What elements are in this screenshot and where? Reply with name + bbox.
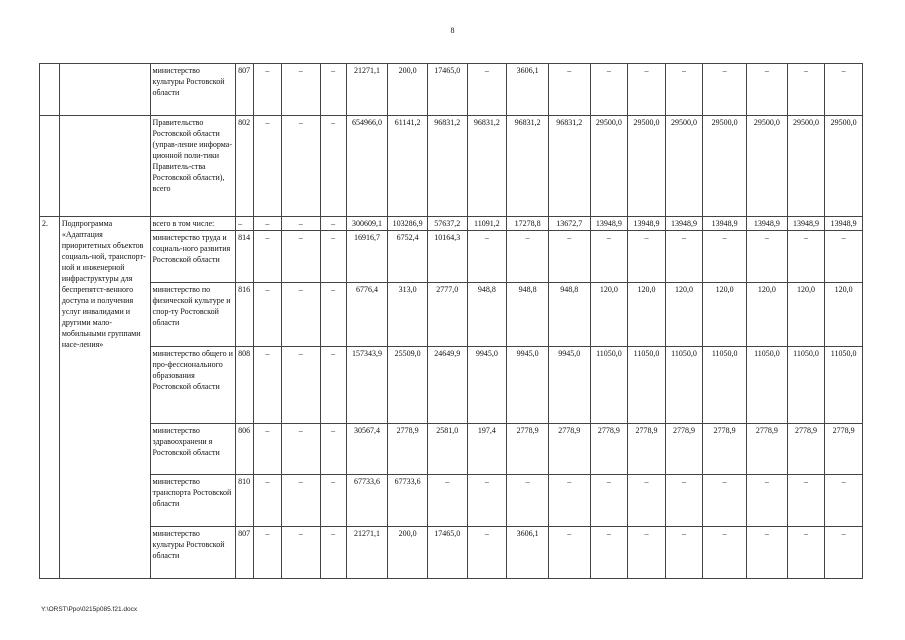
- year-value-cell: 3606,1: [507, 64, 549, 116]
- executor-cell: министерство транспорта Ростовской области: [150, 475, 236, 527]
- row-number-cell: 2.: [40, 217, 60, 579]
- classification-cell: –: [320, 424, 346, 475]
- executor-cell: министерство труда и социаль-ного развития Ростовской области: [150, 231, 236, 283]
- classification-cell: –: [281, 217, 320, 231]
- year-value-cell: 9945,0: [507, 347, 549, 424]
- year-value-cell: 120,0: [665, 283, 703, 347]
- total-value-cell: 30567,4: [346, 424, 388, 475]
- table-row: [40, 347, 863, 424]
- year-value-cell: 9945,0: [548, 347, 590, 424]
- classification-cell: –: [253, 116, 281, 217]
- year-value-cell: –: [590, 64, 628, 116]
- classification-cell: –: [320, 475, 346, 527]
- year-value-cell: –: [787, 231, 825, 283]
- year-value-cell: –: [665, 475, 703, 527]
- year-value-cell: 17278,8: [507, 217, 549, 231]
- year-value-cell: 29500,0: [787, 116, 825, 217]
- executor-cell: министерство общего и про-фессионального образования Ростовской области: [150, 347, 236, 424]
- classification-cell: –: [253, 424, 281, 475]
- year-value-cell: 120,0: [787, 283, 825, 347]
- file-path-footer: Y:\ORST\Ppo\0215p085.f21.docx: [41, 606, 138, 613]
- total-value-cell: 67733,6: [346, 475, 388, 527]
- year-value-cell: 200,0: [388, 64, 428, 116]
- budget-code-cell: 806: [236, 424, 254, 475]
- year-value-cell: 2778,9: [507, 424, 549, 475]
- classification-cell: –: [320, 283, 346, 347]
- year-value-cell: 29500,0: [590, 116, 628, 217]
- classification-cell: –: [281, 64, 320, 116]
- year-value-cell: 13948,9: [747, 217, 788, 231]
- year-value-cell: –: [787, 475, 825, 527]
- table-row: [40, 424, 863, 475]
- year-value-cell: –: [703, 475, 747, 527]
- year-value-cell: 29500,0: [825, 116, 863, 217]
- year-value-cell: –: [467, 64, 507, 116]
- year-value-cell: 96831,2: [427, 116, 467, 217]
- year-value-cell: 11050,0: [825, 347, 863, 424]
- year-value-cell: 2778,9: [825, 424, 863, 475]
- year-value-cell: –: [703, 231, 747, 283]
- year-value-cell: –: [787, 527, 825, 579]
- year-value-cell: 13948,9: [787, 217, 825, 231]
- total-value-cell: 654966,0: [346, 116, 388, 217]
- year-value-cell: –: [665, 527, 703, 579]
- budget-code-cell: 816: [236, 283, 254, 347]
- year-value-cell: 2778,9: [628, 424, 666, 475]
- row-number-cell: [40, 116, 60, 217]
- year-value-cell: 2778,9: [388, 424, 428, 475]
- program-name-cell: Подпрограмма «Адаптация приоритетных объектов социаль-ной, транспорт-ной и инженерной инфраструктуры для беспрепятст-венного доступа и получения услуг инвалидами и другими мало-мобильными группами насе-ления»: [59, 217, 150, 579]
- table-row: [40, 283, 863, 347]
- year-value-cell: –: [628, 475, 666, 527]
- year-value-cell: 2778,9: [787, 424, 825, 475]
- classification-cell: –: [281, 231, 320, 283]
- year-value-cell: 2778,9: [703, 424, 747, 475]
- row-number-cell: [40, 64, 60, 116]
- classification-cell: –: [320, 347, 346, 424]
- classification-cell: –: [253, 527, 281, 579]
- table-row: [40, 475, 863, 527]
- executor-cell: министерство культуры Ростовской области: [150, 64, 236, 116]
- year-value-cell: 948,8: [467, 283, 507, 347]
- classification-cell: –: [281, 475, 320, 527]
- year-value-cell: 313,0: [388, 283, 428, 347]
- year-value-cell: 13948,9: [628, 217, 666, 231]
- classification-cell: –: [253, 231, 281, 283]
- executor-cell: министерство культуры Ростовской области: [150, 527, 236, 579]
- year-value-cell: 24649,9: [427, 347, 467, 424]
- year-value-cell: –: [628, 64, 666, 116]
- table-row: [40, 64, 863, 116]
- table-row: [40, 217, 863, 231]
- classification-cell: –: [320, 217, 346, 231]
- year-value-cell: 11050,0: [665, 347, 703, 424]
- budget-code-cell: 802: [236, 116, 254, 217]
- year-value-cell: 11050,0: [703, 347, 747, 424]
- table-row: [40, 116, 863, 217]
- year-value-cell: –: [825, 475, 863, 527]
- year-value-cell: 96831,2: [467, 116, 507, 217]
- year-value-cell: –: [747, 475, 788, 527]
- year-value-cell: 25509,0: [388, 347, 428, 424]
- year-value-cell: 29500,0: [665, 116, 703, 217]
- year-value-cell: 6752,4: [388, 231, 428, 283]
- year-value-cell: –: [507, 475, 549, 527]
- year-value-cell: 2777,0: [427, 283, 467, 347]
- year-value-cell: 29500,0: [628, 116, 666, 217]
- classification-cell: –: [253, 64, 281, 116]
- year-value-cell: –: [747, 64, 788, 116]
- year-value-cell: 120,0: [628, 283, 666, 347]
- year-value-cell: 200,0: [388, 527, 428, 579]
- year-value-cell: 29500,0: [747, 116, 788, 217]
- total-value-cell: 300609,1: [346, 217, 388, 231]
- year-value-cell: 13948,9: [703, 217, 747, 231]
- year-value-cell: 11050,0: [628, 347, 666, 424]
- executor-cell: министерство здравоохранени я Ростовской области: [150, 424, 236, 475]
- year-value-cell: –: [548, 527, 590, 579]
- classification-cell: –: [253, 283, 281, 347]
- budget-code-cell: 810: [236, 475, 254, 527]
- year-value-cell: –: [548, 231, 590, 283]
- year-value-cell: 2778,9: [548, 424, 590, 475]
- year-value-cell: –: [825, 231, 863, 283]
- year-value-cell: 197,4: [467, 424, 507, 475]
- classification-cell: –: [281, 527, 320, 579]
- table-row: [40, 527, 863, 579]
- classification-cell: –: [253, 217, 281, 231]
- budget-code-cell: 807: [236, 64, 254, 116]
- year-value-cell: 67733,6: [388, 475, 428, 527]
- year-value-cell: –: [467, 527, 507, 579]
- year-value-cell: –: [548, 64, 590, 116]
- year-value-cell: 57637,2: [427, 217, 467, 231]
- year-value-cell: 11050,0: [747, 347, 788, 424]
- program-name-cell: [59, 116, 150, 217]
- year-value-cell: 13948,9: [665, 217, 703, 231]
- classification-cell: –: [320, 116, 346, 217]
- year-value-cell: 120,0: [825, 283, 863, 347]
- year-value-cell: 11050,0: [590, 347, 628, 424]
- executor-cell: министерство по физической культуре и спор-ту Ростовской области: [150, 283, 236, 347]
- year-value-cell: –: [825, 527, 863, 579]
- budget-table: [39, 63, 863, 579]
- year-value-cell: 2581,0: [427, 424, 467, 475]
- year-value-cell: –: [628, 527, 666, 579]
- total-value-cell: 21271,1: [346, 527, 388, 579]
- year-value-cell: 3606,1: [507, 527, 549, 579]
- classification-cell: –: [281, 116, 320, 217]
- year-value-cell: –: [590, 527, 628, 579]
- year-value-cell: –: [628, 231, 666, 283]
- year-value-cell: 13672,7: [548, 217, 590, 231]
- budget-code-cell: 808: [236, 347, 254, 424]
- year-value-cell: –: [703, 64, 747, 116]
- year-value-cell: 96831,2: [548, 116, 590, 217]
- year-value-cell: –: [747, 231, 788, 283]
- year-value-cell: 11050,0: [787, 347, 825, 424]
- total-value-cell: 16916,7: [346, 231, 388, 283]
- year-value-cell: 13948,9: [825, 217, 863, 231]
- year-value-cell: 2778,9: [665, 424, 703, 475]
- year-value-cell: –: [665, 231, 703, 283]
- year-value-cell: 13948,9: [590, 217, 628, 231]
- year-value-cell: 29500,0: [703, 116, 747, 217]
- year-value-cell: 61141,2: [388, 116, 428, 217]
- classification-cell: –: [253, 347, 281, 424]
- budget-code-cell: –: [236, 217, 254, 231]
- total-value-cell: 6776,4: [346, 283, 388, 347]
- classification-cell: –: [320, 231, 346, 283]
- page-number: 8: [450, 26, 455, 35]
- year-value-cell: –: [427, 475, 467, 527]
- year-value-cell: –: [825, 64, 863, 116]
- year-value-cell: –: [590, 231, 628, 283]
- year-value-cell: –: [467, 231, 507, 283]
- classification-cell: –: [281, 424, 320, 475]
- budget-code-cell: 814: [236, 231, 254, 283]
- budget-table-container: [39, 63, 863, 579]
- year-value-cell: –: [787, 64, 825, 116]
- year-value-cell: 96831,2: [507, 116, 549, 217]
- year-value-cell: 120,0: [703, 283, 747, 347]
- year-value-cell: –: [703, 527, 747, 579]
- year-value-cell: –: [467, 475, 507, 527]
- year-value-cell: 17465,0: [427, 527, 467, 579]
- classification-cell: –: [320, 527, 346, 579]
- year-value-cell: –: [590, 475, 628, 527]
- program-name-cell: [59, 64, 150, 116]
- year-value-cell: 948,8: [548, 283, 590, 347]
- year-value-cell: 10164,3: [427, 231, 467, 283]
- year-value-cell: –: [665, 64, 703, 116]
- year-value-cell: 103286,9: [388, 217, 428, 231]
- executor-cell: Правительство Ростовской области (управ-ление информа-ционной поли-тики Правитель-ства Ростовской области), всего: [150, 116, 236, 217]
- year-value-cell: 2778,9: [590, 424, 628, 475]
- classification-cell: –: [320, 64, 346, 116]
- year-value-cell: –: [507, 231, 549, 283]
- year-value-cell: –: [548, 475, 590, 527]
- total-value-cell: 157343,9: [346, 347, 388, 424]
- year-value-cell: 11091,2: [467, 217, 507, 231]
- year-value-cell: 17465,0: [427, 64, 467, 116]
- year-value-cell: 9945,0: [467, 347, 507, 424]
- year-value-cell: 2778,9: [747, 424, 788, 475]
- budget-code-cell: 807: [236, 527, 254, 579]
- year-value-cell: 948,8: [507, 283, 549, 347]
- year-value-cell: 120,0: [747, 283, 788, 347]
- table-body: [40, 64, 863, 579]
- total-value-cell: 21271,1: [346, 64, 388, 116]
- executor-cell: всего в том числе:: [150, 217, 236, 231]
- year-value-cell: –: [747, 527, 788, 579]
- table-row: [40, 231, 863, 283]
- classification-cell: –: [253, 475, 281, 527]
- classification-cell: –: [281, 283, 320, 347]
- classification-cell: –: [281, 347, 320, 424]
- year-value-cell: 120,0: [590, 283, 628, 347]
